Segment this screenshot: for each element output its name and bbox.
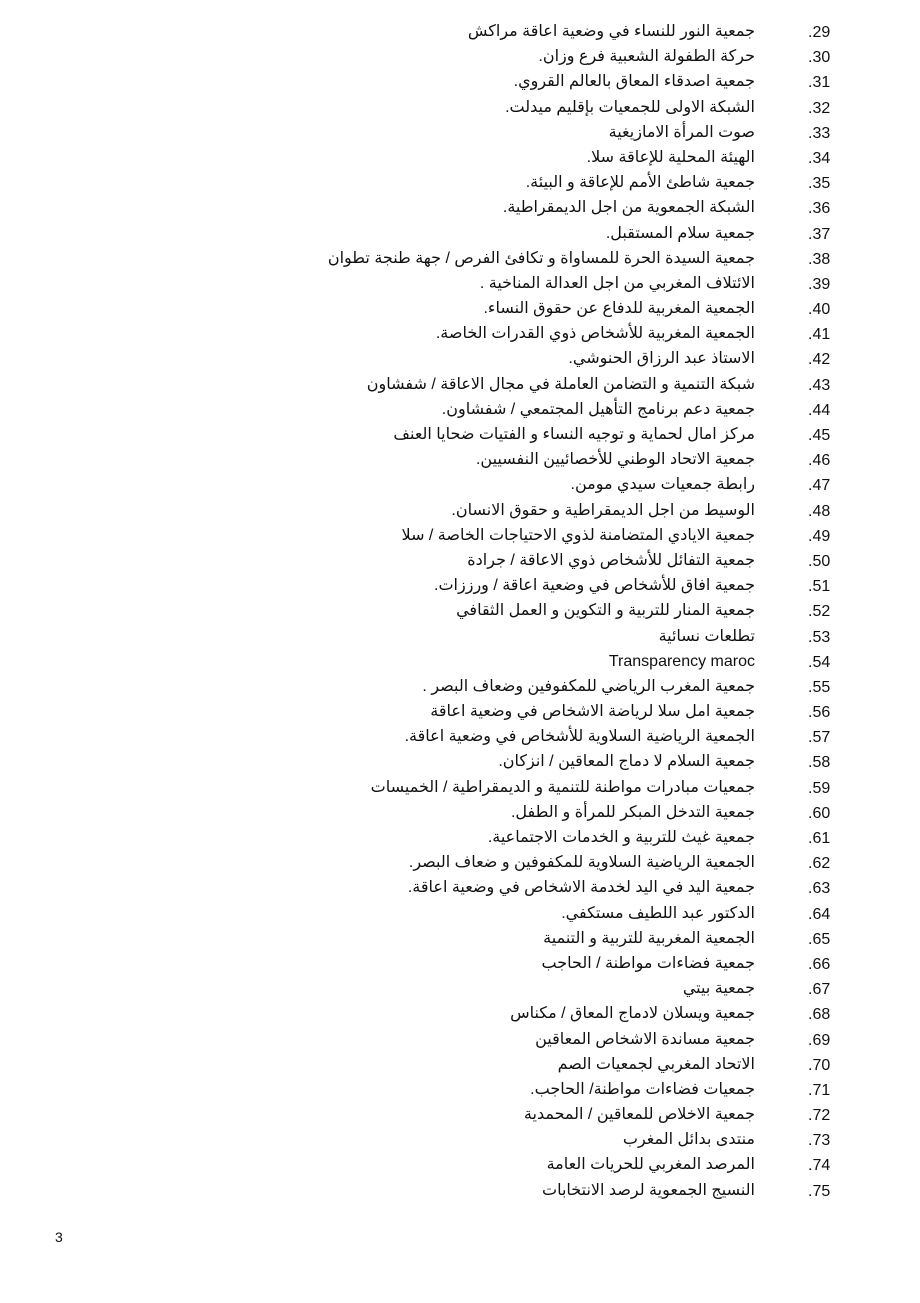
list-item [0, 549, 920, 574]
list-item-text: منتدى بدائل المغرب [622, 1131, 755, 1149]
list-item-text: Transparency maroc [608, 652, 755, 670]
list-item [0, 801, 920, 826]
list-item-text: الجمعية الرياضية السلاوية للأشخاص في وضعية اعاقة. [404, 728, 755, 746]
list-item-text: جمعية اليد في اليد لخدمة الاشخاص في وضعية اعاقة. [407, 879, 755, 897]
list-item [0, 96, 920, 121]
list-item-text: جمعية الايادي المتضامنة لذوي الاحتياجات الخاصة / سلا [401, 526, 755, 544]
list-item-number: .38 [808, 250, 831, 268]
list-item-number: .69 [808, 1031, 831, 1049]
list-item-text: رابطة جمعيات سيدي مومن. [570, 476, 755, 494]
list-item [0, 70, 920, 95]
list-item-number: .66 [808, 955, 831, 973]
list-item [0, 750, 920, 775]
list-item-text: جمعيات مبادرات مواطنة للتنمية و الديمقراطية / الخميسات [370, 778, 755, 796]
list-item [0, 1078, 920, 1103]
list-item [0, 398, 920, 423]
list-item-text: الجمعية المغربية للدفاع عن حقوق النساء. [483, 300, 755, 318]
list-item [0, 725, 920, 750]
list-item-number: .44 [808, 401, 831, 419]
list-item [0, 373, 920, 398]
list-item-text: تطلعات نسائية [658, 627, 755, 645]
list-item-text: مركز امال لحماية و توجيه النساء و الفتيات ضحايا العنف [393, 426, 755, 443]
list-item-text: جمعية التفائل للأشخاص ذوي الاعاقة / جرادة [467, 551, 755, 569]
list-item [0, 423, 920, 448]
list-item-text: جمعية افاق للأشخاص في وضعية اعاقة / ورززات. [434, 577, 755, 595]
list-item-text: حركة الطفولة الشعبية فرع وزان. [538, 48, 755, 66]
list-item-text: جمعية المنار للتربية و التكوين و العمل الثقافي [456, 602, 755, 620]
list-item-number: .58 [808, 754, 831, 772]
list-item-text: الجمعية المغربية للتربية و التنمية [543, 929, 755, 947]
list-item-number: .37 [808, 225, 831, 243]
list-item [0, 599, 920, 624]
list-item-number: .75 [808, 1182, 831, 1200]
list-item [0, 473, 920, 498]
list-item [0, 272, 920, 297]
list-item [0, 927, 920, 952]
list-item-number: .39 [808, 275, 831, 293]
list-item-text: الشبكة الجمعوية من اجل الديمقراطية. [502, 199, 755, 217]
list-item [0, 524, 920, 549]
list-item-text: جمعية دعم برنامج التأهيل المجتمعي / شفشاون. [441, 400, 755, 418]
list-item-text: جمعية ويسلان لادماج المعاق / مكناس [510, 1005, 755, 1023]
list-item-number: .57 [808, 729, 831, 747]
list-item-number: .73 [808, 1132, 831, 1150]
list-item-number: .53 [808, 628, 831, 646]
list-item [0, 448, 920, 473]
list-item-number: .72 [808, 1107, 831, 1125]
list-item-text: الاستاذ عبد الرزاق الحنوشي. [568, 350, 755, 368]
list-item-text: الشبكة الاولى للجمعيات بإقليم ميدلت. [505, 98, 755, 116]
list-item [0, 902, 920, 927]
list-item-text: جمعية النور للنساء في وضعية اعاقة مراكش [467, 23, 755, 40]
list-item-number: .51 [808, 578, 831, 596]
list-item-text: جمعية السلام لا دماج المعاقين / انزكان. [498, 753, 755, 771]
list-item [0, 1128, 920, 1153]
list-item-text: شبكة التنمية و التضامن العاملة في مجال الاعاقة / شفشاون [366, 375, 755, 393]
list-item [0, 146, 920, 171]
list-item [0, 222, 920, 247]
list-item [0, 20, 920, 45]
list-item [0, 675, 920, 700]
list-item-number: .52 [808, 603, 831, 621]
list-item-number: .40 [808, 301, 831, 319]
list-item-number: .56 [808, 704, 831, 722]
list-item-number: .65 [808, 930, 831, 948]
page-number: 3 [55, 1229, 63, 1245]
list-item-number: .35 [808, 175, 831, 193]
list-item-number: .33 [808, 124, 831, 142]
list-item-text: جمعية الاخلاص للمعاقين / المحمدية [523, 1106, 755, 1124]
list-item-number: .45 [808, 427, 831, 444]
list-item [0, 322, 920, 347]
list-item-text: جمعيات فضاءات مواطنة/ الحاجب. [530, 1080, 755, 1098]
list-item [0, 171, 920, 196]
organization-list [0, 20, 920, 1204]
list-item-number: .29 [808, 24, 831, 41]
list-item [0, 952, 920, 977]
list-item-number: .41 [808, 326, 831, 344]
list-item [0, 1053, 920, 1078]
list-item [0, 196, 920, 221]
list-item-text: جمعية فضاءات مواطنة / الحاجب [541, 954, 755, 972]
list-item [0, 650, 920, 675]
list-item-text: جمعية مساندة الاشخاص المعاقين [535, 1030, 755, 1048]
list-item [0, 776, 920, 801]
list-item [0, 876, 920, 901]
list-item-number: .42 [808, 351, 831, 369]
list-item-text: جمعية امل سلا لرياضة الاشخاص في وضعية اعاقة [430, 703, 755, 721]
list-item [0, 625, 920, 650]
list-item-number: .34 [808, 149, 831, 167]
list-item-number: .59 [808, 779, 831, 797]
list-item-text: الدكتور عبد اللطيف مستكفي. [561, 904, 755, 922]
list-item-text: جمعية شاطئ الأمم للإعاقة و البيئة. [525, 174, 755, 192]
list-item-number: .43 [808, 376, 831, 394]
list-item-text: جمعية بيتي [682, 980, 755, 998]
list-item-text: الهيئة المحلية للإعاقة سلا. [586, 148, 755, 166]
list-item-number: .61 [808, 830, 831, 847]
list-item-number: .67 [808, 981, 831, 999]
list-item [0, 1028, 920, 1053]
list-item [0, 297, 920, 322]
list-item-text: الجمعية الرياضية السلاوية للمكفوفين و ضعاف البصر. [408, 854, 755, 872]
list-item-text: الاتحاد المغربي لجمعيات الصم [557, 1055, 755, 1073]
list-item-text: جمعية المغرب الرياضي للمكفوفين وضعاف البصر . [422, 677, 755, 695]
list-item [0, 851, 920, 876]
list-item-number: .55 [808, 678, 831, 696]
list-item-number: .74 [808, 1157, 831, 1175]
list-item-number: .62 [808, 855, 831, 873]
list-item [0, 347, 920, 372]
list-item-number: .32 [808, 99, 831, 117]
list-item-number: .70 [808, 1056, 831, 1074]
list-item [0, 700, 920, 725]
list-item [0, 1002, 920, 1027]
list-item [0, 826, 920, 851]
list-item-text: جمعية غيث للتربية و الخدمات الاجتماعية. [487, 829, 755, 846]
list-item-text: جمعية سلام المستقبل. [605, 224, 755, 242]
list-item [0, 1103, 920, 1128]
list-item-text: الائتلاف المغربي من اجل العدالة المناخية . [479, 274, 755, 292]
list-item-number: .54 [808, 653, 831, 671]
list-item [0, 499, 920, 524]
list-item-number: .36 [808, 200, 831, 218]
list-item-text: جمعية الاتحاد الوطني للأخصائيين النفسيين. [475, 451, 755, 469]
list-item-text: النسيج الجمعوية لرصد الانتخابات [542, 1181, 755, 1199]
list-item-text: الوسيط من اجل الديمقراطية و حقوق الانسان. [451, 501, 755, 519]
list-item-number: .63 [808, 880, 831, 898]
list-item [0, 45, 920, 70]
list-item-number: .64 [808, 905, 831, 923]
list-item-text: صوت المرأة الامازيغية [608, 123, 755, 141]
list-item [0, 1179, 920, 1204]
list-item-text: جمعية السيدة الحرة للمساواة و تكافئ الفرص / جهة طنجة تطوان [327, 249, 755, 267]
list-item-number: .60 [808, 804, 831, 822]
list-item-number: .50 [808, 552, 831, 570]
list-item-number: .48 [808, 502, 831, 520]
list-item [0, 574, 920, 599]
list-item-number: .31 [808, 74, 831, 92]
list-item-number: .68 [808, 1006, 831, 1024]
list-item-text: الجمعية المغربية للأشخاص ذوي القدرات الخاصة. [435, 325, 755, 343]
list-item-number: .30 [808, 49, 831, 67]
list-item-number: .71 [808, 1081, 831, 1099]
list-item [0, 977, 920, 1002]
list-item-number: .49 [808, 527, 831, 545]
list-item [0, 247, 920, 272]
list-item-text: جمعية التدخل المبكر للمرأة و الطفل. [510, 803, 755, 821]
list-item [0, 1153, 920, 1178]
list-item-text: جمعية اصدقاء المعاق بالعالم القروي. [513, 73, 755, 91]
list-item-number: .46 [808, 452, 831, 470]
list-item-text: المرصد المغربي للحريات العامة [546, 1156, 755, 1174]
list-item [0, 121, 920, 146]
list-item-number: .47 [808, 477, 831, 495]
